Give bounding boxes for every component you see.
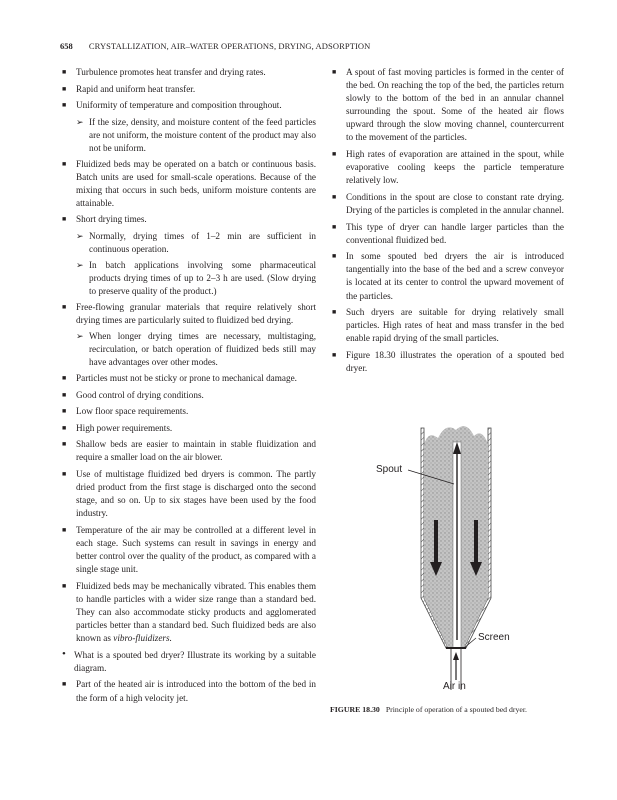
square-bullet-icon: ■ [62, 581, 67, 590]
arrow-bullet-icon: ➢ [76, 331, 84, 342]
annulus-down-arrow-right [474, 520, 478, 564]
square-bullet-icon: ■ [62, 101, 67, 110]
arrow-bullet-icon: ➢ [76, 259, 84, 270]
item-text: When longer drying times are necessary, multistaging, recirculation, or batch operation of fluidized beds still may have advantages over other modes. [89, 331, 316, 368]
item-text: Turbulence promotes heat transfer and drying rates. [76, 67, 266, 77]
bullet-item [60, 83, 316, 96]
square-bullet-icon: ■ [332, 252, 337, 261]
running-header [60, 41, 370, 51]
item-text: Low floor space requirements. [76, 406, 189, 417]
square-bullet-icon: ■ [62, 390, 67, 399]
screen-label: Screen [478, 632, 510, 643]
bullet-item [60, 301, 316, 327]
item-text: Particles must not be sticky or prone to mechanical damage. [76, 372, 297, 383]
item-text: Uniformity of temperature and composition throughout. [76, 100, 282, 111]
square-bullet-icon: ■ [332, 308, 337, 317]
sub-bullet-item [60, 230, 316, 256]
bullet-item [60, 405, 316, 418]
bullet-item [330, 250, 564, 302]
item-text: High power requirements. [76, 422, 173, 433]
item-text: What is a spouted bed dryer? Illustrate its working by a suitable diagram. [74, 649, 316, 673]
square-bullet-icon: ■ [62, 302, 67, 311]
square-bullet-icon: ■ [62, 440, 67, 449]
air-in-label: Air in [443, 681, 466, 690]
bullet-item [330, 306, 564, 345]
air-in-arrowhead [453, 652, 459, 660]
bullet-item [60, 66, 316, 79]
bullet-item [60, 372, 316, 385]
square-bullet-icon: ■ [62, 407, 67, 416]
square-bullet-icon: ■ [62, 470, 67, 479]
square-bullet-icon: ■ [332, 150, 337, 159]
figure-caption-text: Principle of operation of a spouted bed dryer. [385, 705, 527, 714]
square-bullet-icon: ■ [62, 373, 67, 382]
spouted-bed-diagram [376, 400, 556, 690]
item-text: Fluidized beds may be mechanically vibrated. This enables them to handle particles with a wider size range than a standard bed. They can also accommodate sticky products and agglomerated particles better than a standard bed. Such fluidized beds are also known as vibro-fluidizers. [76, 580, 316, 644]
right-column [330, 66, 564, 379]
bullet-item [60, 389, 316, 402]
figure-caption [330, 705, 570, 714]
item-text: This type of dryer can handle larger particles than the conventional fluidized bed. [346, 221, 564, 245]
item-text: Conditions in the spout are close to constant rate drying. Drying of the particles is completed in the annular channel. [346, 191, 564, 215]
square-bullet-icon: ■ [332, 68, 337, 76]
bullet-item [330, 66, 564, 145]
item-text: Shallow beds are easier to maintain in stable fluidization and require a smaller load on the air blower. [76, 439, 316, 463]
square-bullet-icon: ■ [62, 525, 67, 534]
item-text: Use of multistage fluidized bed dryers is common. The partly dried product from the first stage is discharged onto the second stage, and so on. Up to six stages have been used by the food industry. [76, 469, 316, 519]
bullet-item [60, 438, 316, 464]
item-text: Part of the heated air is introduced into the bottom of the bed in the form of a high velocity jet. [76, 679, 316, 703]
round-bullet-icon: • [62, 647, 66, 660]
spout-label: Spout [376, 464, 403, 475]
square-bullet-icon: ■ [332, 222, 337, 231]
bullet-item [60, 524, 316, 576]
square-bullet-icon: ■ [332, 350, 337, 359]
item-text: Free-flowing granular materials that require relatively short drying times are particularly suited to fluidized bed drying. [76, 301, 316, 325]
bullet-item [60, 678, 316, 704]
annulus-down-arrow-left [434, 520, 438, 564]
item-text: Temperature of the air may be controlled at a different level in each stage. Such systems can result in savings in energy and better control over the quality of the product, as compared with a single stage unit. [76, 524, 316, 575]
arrow-bullet-icon: ➢ [76, 116, 84, 127]
item-text: In some spouted bed dryers the air is introduced tangentially into the base of the bed and a screw conveyor is located at its center to control the upward movement of the particles. [346, 251, 564, 301]
spouted-bed-figure [376, 400, 556, 690]
item-text: Fluidized beds may be operated on a batch or continuous basis. Batch units are used for small-scale operations. Because of the mixing that occurs in such beds, uniform moisture contents are attainable. [76, 158, 316, 208]
bullet-item [60, 468, 316, 520]
item-text: Rapid and uniform heat transfer. [76, 83, 196, 94]
item-text: Good control of drying conditions. [76, 389, 204, 400]
page-number: 658 [60, 41, 73, 51]
bullet-item [330, 148, 564, 187]
question-item [60, 649, 316, 675]
item-text: Short drying times. [76, 214, 147, 225]
bullet-item [60, 422, 316, 435]
bullet-item [60, 580, 316, 645]
item-text: Figure 18.30 illustrates the operation of a spouted bed dryer. [346, 349, 564, 373]
item-text: A spout of fast moving particles is formed in the center of the bed. On reaching the top of the bed, the particles return slowly to the bottom of the bed in an annular channel surrounding the spout. Some of the heated air flows upward through the slow moving channel, countercurrent to the movement of the particles. [346, 67, 564, 143]
item-text: High rates of evaporation are attained in the spout, while evaporative cooling keeps the particle temperature relatively low. [346, 149, 564, 186]
square-bullet-icon: ■ [62, 423, 67, 432]
bullet-item [330, 349, 564, 375]
square-bullet-icon: ■ [332, 192, 337, 201]
square-bullet-icon: ■ [62, 680, 67, 689]
sub-bullet-item [60, 116, 316, 155]
bullet-item [60, 99, 316, 112]
running-title: CRYSTALLIZATION, AIR–WATER OPERATIONS, DRYING, ADSORPTION [88, 41, 371, 51]
square-bullet-icon: ■ [62, 215, 67, 224]
bullet-item [330, 191, 564, 217]
square-bullet-icon: ■ [62, 84, 67, 93]
square-bullet-icon: ■ [62, 159, 67, 168]
item-text: Such dryers are suitable for drying relatively small particles. High rates of heat and mass transfer in the bed enable rapid drying of the small particles. [346, 307, 564, 344]
item-text: Normally, drying times of 1–2 min are sufficient in continuous operation. [89, 231, 316, 255]
sub-bullet-item [60, 330, 316, 369]
bullet-item [60, 158, 316, 210]
bullet-item [330, 221, 564, 247]
item-text: If the size, density, and moisture content of the feed particles are not uniform, the moisture content of the product may also not be uniform. [89, 116, 316, 153]
figure-caption-label: FIGURE 18.30 [330, 705, 380, 714]
arrow-bullet-icon: ➢ [76, 231, 84, 242]
left-column [60, 66, 316, 708]
sub-bullet-item [60, 259, 316, 298]
square-bullet-icon: ■ [62, 68, 67, 76]
bullet-item [60, 213, 316, 226]
item-text: In batch applications involving some pharmaceutical products drying times of up to 2–3 h are used. (Slow drying to preserve quality of the product.) [89, 259, 316, 296]
